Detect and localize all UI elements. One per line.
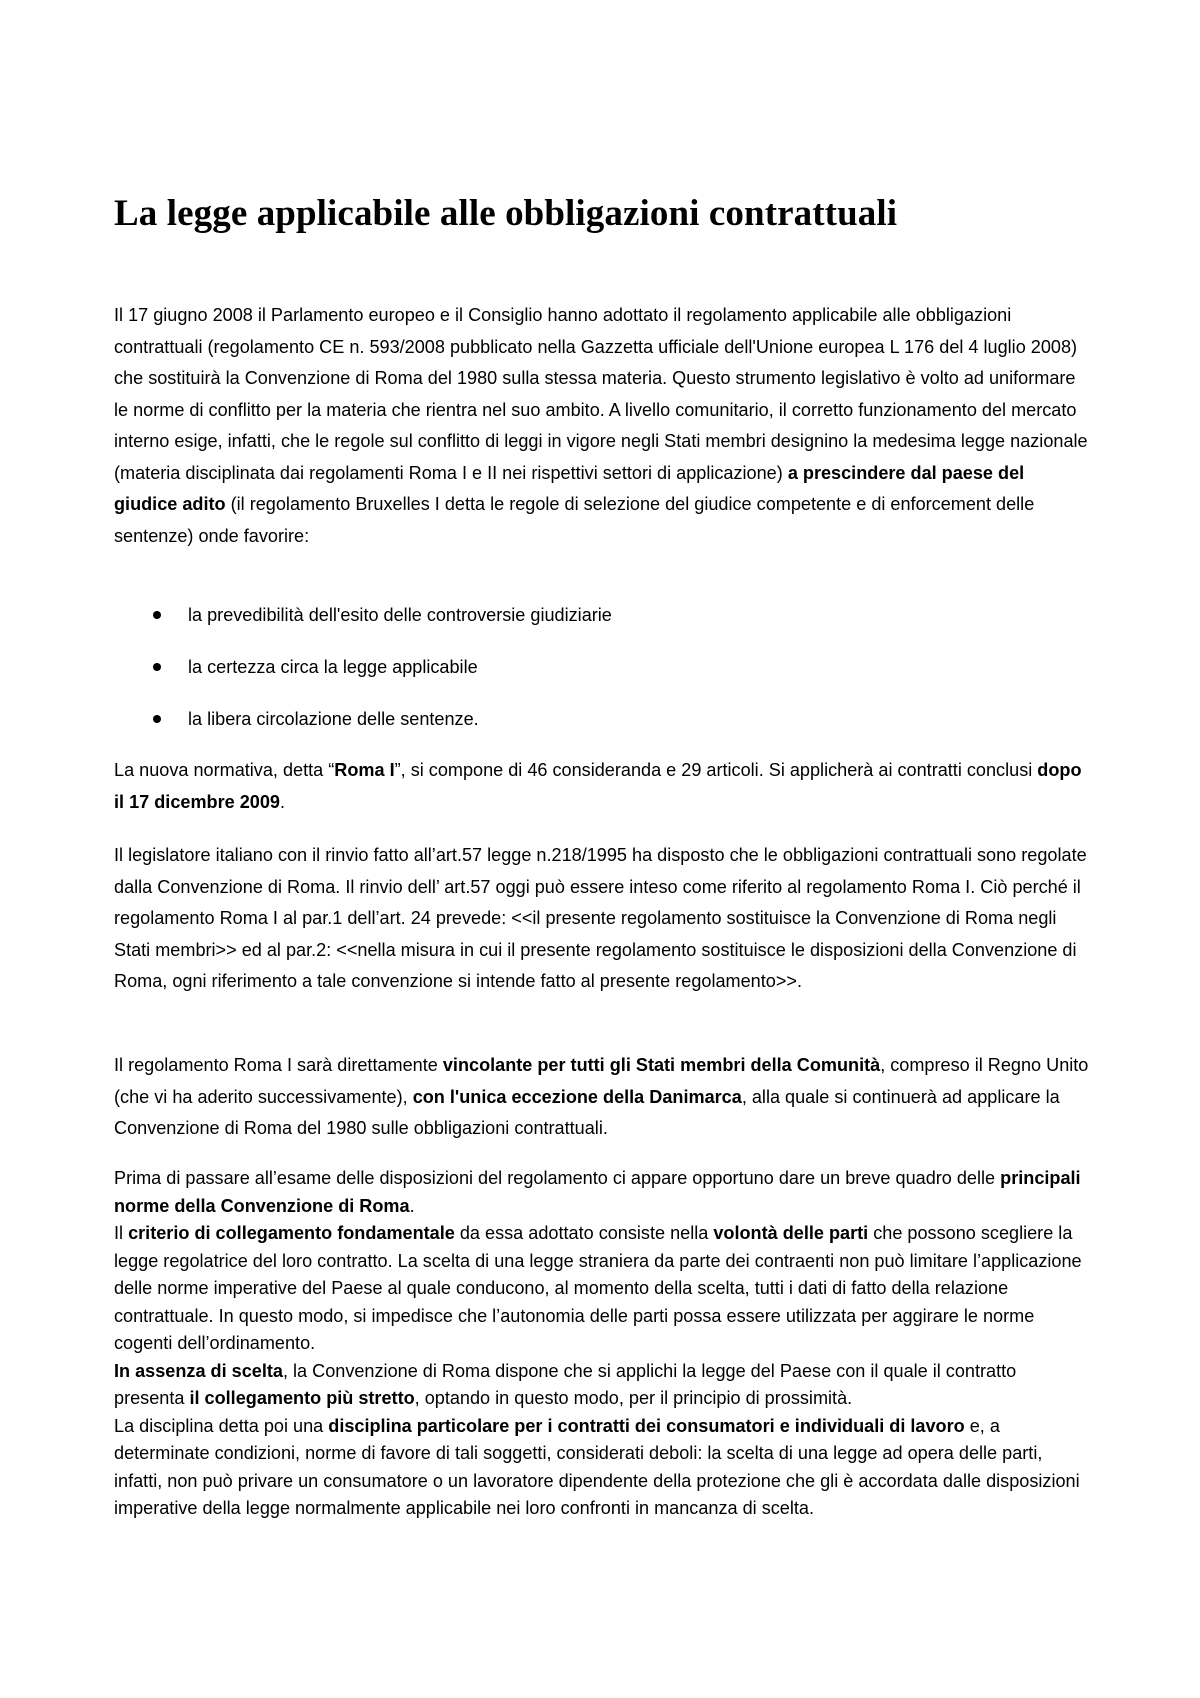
bold-text: a prescindere dal paese del giudice adito: [114, 462, 1025, 514]
bold-text: criterio di collegamento fondamentale: [128, 1223, 455, 1243]
text-run: da essa adottato consiste nella: [454, 1223, 714, 1243]
bold-text: con l'unica eccezione della Danimarca: [412, 1086, 742, 1107]
text-run: Il: [114, 1223, 129, 1243]
bold-text: In assenza di scelta: [114, 1360, 283, 1381]
text-run: che possono scegliere la legge regolatrice del loro contratto. La scelta di una legge straniera da parte dei contraenti non può limitare l’applicazione delle norme imperative del Paese al quale conducono, al momento della scelta, tutti i dati di fatto della relazione contrattuale. In questo modo, si impedisce che l’autonomia delle parti possa essere utilizzata per aggirare le norme cogenti dell’ordinamento.: [114, 1223, 1082, 1353]
bold-text: Roma I: [334, 760, 395, 780]
bold-text: vincolante per tutti gli Stati membri della Comunità: [442, 1055, 881, 1075]
text-run: Il regolamento Roma I sarà direttamente: [114, 1055, 443, 1075]
bullet-icon: [153, 715, 161, 723]
text-run: , la Convenzione di Roma dispone che si applichi la legge del Paese con il quale il contratto presenta: [114, 1360, 1017, 1408]
bold-text: principali norme della Convenzione di Roma: [114, 1168, 1081, 1216]
bullet-icon: [153, 611, 161, 619]
text-line-group: [114, 1413, 1089, 1523]
list-item: [114, 707, 1089, 731]
bold-text: volontà delle parti: [713, 1223, 869, 1243]
text-line-group: [114, 1165, 1089, 1220]
list-item-text: la libera circolazione delle sentenze.: [188, 709, 479, 729]
text-run: , optando in questo modo, per il principio di prossimità.: [414, 1388, 853, 1408]
paragraph-convenzione: [114, 1165, 1089, 1523]
text-run: ”, si compone di 46 consideranda e 29 articoli. Si applicherà ai contratti conclusi: [394, 760, 1038, 780]
bullet-icon: [153, 663, 161, 671]
text-run: .: [409, 1195, 415, 1216]
text-line-group: [114, 1358, 1089, 1413]
list-item: [114, 603, 1089, 627]
bold-text: il collegamento più stretto: [189, 1388, 415, 1408]
page-title: La legge applicabile alle obbligazioni contrattuali: [114, 193, 898, 234]
list-item-text: la certezza circa la legge applicabile: [188, 657, 478, 677]
text-run: (il regolamento Bruxelles I detta le regole di selezione del giudice competente e di enforcement delle sentenze) onde favorire:: [114, 494, 1035, 546]
paragraph-roma-i: [114, 755, 1089, 818]
text-run: La nuova normativa, detta “: [114, 760, 335, 780]
paragraph-intro: [114, 300, 1089, 552]
text-run: , alla quale si continuerà ad applicare la Convenzione di Roma del 1980 sulle obbligazioni contrattuali.: [114, 1086, 1060, 1138]
bold-text: dopo il 17 dicembre 2009: [114, 760, 1082, 812]
paragraph-vincolante: [114, 1050, 1089, 1145]
text-run: La disciplina detta poi una: [114, 1415, 329, 1436]
text-run: Il 17 giugno 2008 il Parlamento europeo e il Consiglio hanno adottato il regolamento applicabile alle obbligazioni contrattuali (regolamento CE n. 593/2008 pubblicato nella Gazzetta ufficiale dell'Unione europea L 176 del 4 luglio 2008) che sostituirà la Convenzione di Roma del 1980 sulla stessa materia. Questo strumento legislativo è volto ad uniformare le norme di conflitto per la materia che rientra nel suo ambito. A livello comunitario, il corretto funzionamento del mercato interno esige, infatti, che le regole sul conflitto di leggi in vigore negli Stati membri designino la medesima legge nazionale (materia disciplinata dai regolamenti Roma I e II nei rispettivi settori di applicazione): [114, 305, 1088, 483]
bullet-list: [114, 603, 1089, 759]
list-item-text: la prevedibilità dell'esito delle controversie giudiziarie: [188, 605, 612, 625]
text-run: , compreso il Regno Unito (che vi ha aderito successivamente),: [114, 1055, 1089, 1107]
text-run: e, a determinate condizioni, norme di favore di tali soggetti, considerati deboli: la scelta di una legge ad opera delle parti, infatti, non può privare un consumatore o un lavoratore dipendente della protezione che gli è accordata dalle disposizioni imperative della legge normalmente applicabile nei loro confronti in mancanza di scelta.: [114, 1415, 1080, 1518]
list-item: [114, 655, 1089, 679]
bold-text: disciplina particolare per i contratti dei consumatori e individuali di lavoro: [328, 1415, 965, 1436]
text-line-group: [114, 1220, 1089, 1358]
paragraph-legislatore: Il legislatore italiano con il rinvio fatto all’art.57 legge n.218/1995 ha disposto che le obbligazioni contrattuali sono regolate dalla Convenzione di Roma. Il rinvio dell’ art.57 oggi può essere inteso come riferito al regolamento Roma I. Ciò perché il regolamento Roma I al par.1 dell’art. 24 prevede: <<il presente regolamento sostituisce la Convenzione di Roma negli Stati membri>> ed al par.2: <<nella misura in cui il presente regolamento sostituisce le disposizioni della Convenzione di Roma, ogni riferimento a tale convenzione si intende fatto al presente regolamento>>.: [114, 845, 1087, 991]
text-run: .: [279, 791, 285, 812]
text-run: Prima di passare all’esame delle disposizioni del regolamento ci appare opportuno dare un breve quadro delle: [114, 1168, 1001, 1188]
